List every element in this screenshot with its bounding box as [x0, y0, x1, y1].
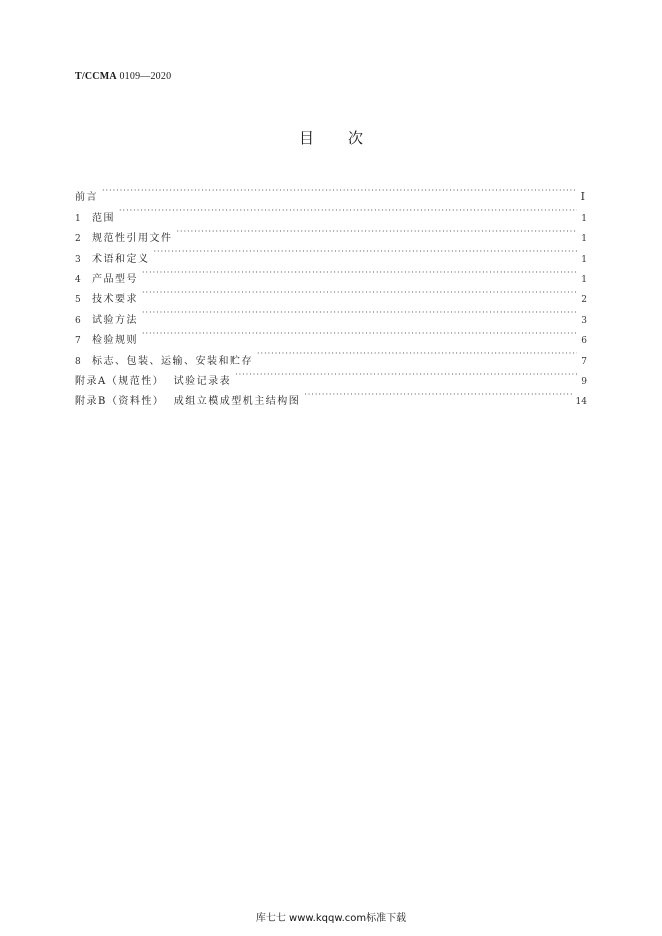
toc-item-page: 1	[581, 213, 587, 224]
toc-item-number: 8	[75, 356, 81, 367]
toc-item-number: 6	[75, 315, 81, 326]
toc-item-number: 5	[75, 295, 81, 306]
toc-leader-dots	[154, 241, 578, 261]
toc-item-inspection-rules[interactable]	[75, 323, 587, 347]
toc-item-page: 9	[581, 376, 587, 387]
toc-leader-dots	[142, 262, 577, 282]
standard-code-number: 0109—2020	[119, 71, 172, 82]
page-title: 目次	[298, 129, 397, 147]
table-of-contents	[75, 180, 587, 408]
toc-leader-dots	[304, 384, 571, 404]
toc-item-page: 14	[575, 397, 587, 408]
toc-leader-dots	[102, 180, 575, 200]
toc-leader-dots	[177, 221, 578, 241]
toc-item-label: 术语和定义	[92, 253, 150, 265]
toc-item-page: 7	[581, 356, 587, 367]
toc-item-normative-references[interactable]	[75, 221, 587, 245]
toc-item-page: I	[580, 190, 585, 204]
toc-leader-dots	[142, 282, 577, 302]
toc-item-label: 产品型号	[92, 273, 138, 285]
toc-item-page: 1	[581, 274, 587, 285]
toc-leader-dots	[119, 200, 577, 220]
toc-item-label: 前言	[75, 192, 98, 204]
toc-item-page: 2	[581, 295, 587, 306]
toc-item-label: 附录A（规范性） 试验记录表	[75, 375, 232, 387]
toc-item-label: 试验方法	[92, 314, 138, 326]
toc-item-label: 附录B（资料性） 成组立模成型机主结构图	[75, 396, 301, 408]
toc-leader-dots	[142, 302, 577, 322]
toc-item-label: 技术要求	[92, 294, 138, 306]
toc-leader-dots	[235, 364, 577, 384]
toc-item-label: 规范性引用文件	[92, 233, 173, 245]
toc-item-foreword[interactable]	[75, 180, 587, 204]
toc-item-scope[interactable]	[75, 200, 587, 224]
toc-item-marking-packaging[interactable]	[75, 343, 587, 367]
toc-leader-dots	[257, 343, 577, 363]
toc-item-page: 1	[581, 234, 587, 245]
toc-item-number: 7	[75, 336, 81, 347]
toc-item-page: 6	[581, 336, 587, 347]
toc-item-number: 1	[75, 213, 81, 224]
toc-leader-dots	[142, 323, 577, 343]
toc-item-page: 3	[581, 315, 587, 326]
toc-item-label: 检验规则	[92, 335, 138, 347]
toc-item-page: 1	[581, 254, 587, 265]
toc-item-product-model[interactable]	[75, 262, 587, 285]
toc-item-test-methods[interactable]	[75, 302, 587, 326]
toc-item-label: 范围	[92, 212, 115, 224]
toc-item-number: 4	[75, 274, 81, 285]
toc-item-technical-requirements[interactable]	[75, 282, 587, 306]
standard-code-prefix: T/CCMA	[75, 71, 117, 82]
standard-code	[75, 71, 171, 82]
toc-item-label: 标志、包装、运输、安装和贮存	[92, 355, 253, 367]
footer-watermark: 库七七 www.kqqw.com标准下载	[255, 913, 407, 924]
toc-item-number: 3	[75, 254, 81, 265]
toc-item-number: 2	[75, 234, 81, 245]
